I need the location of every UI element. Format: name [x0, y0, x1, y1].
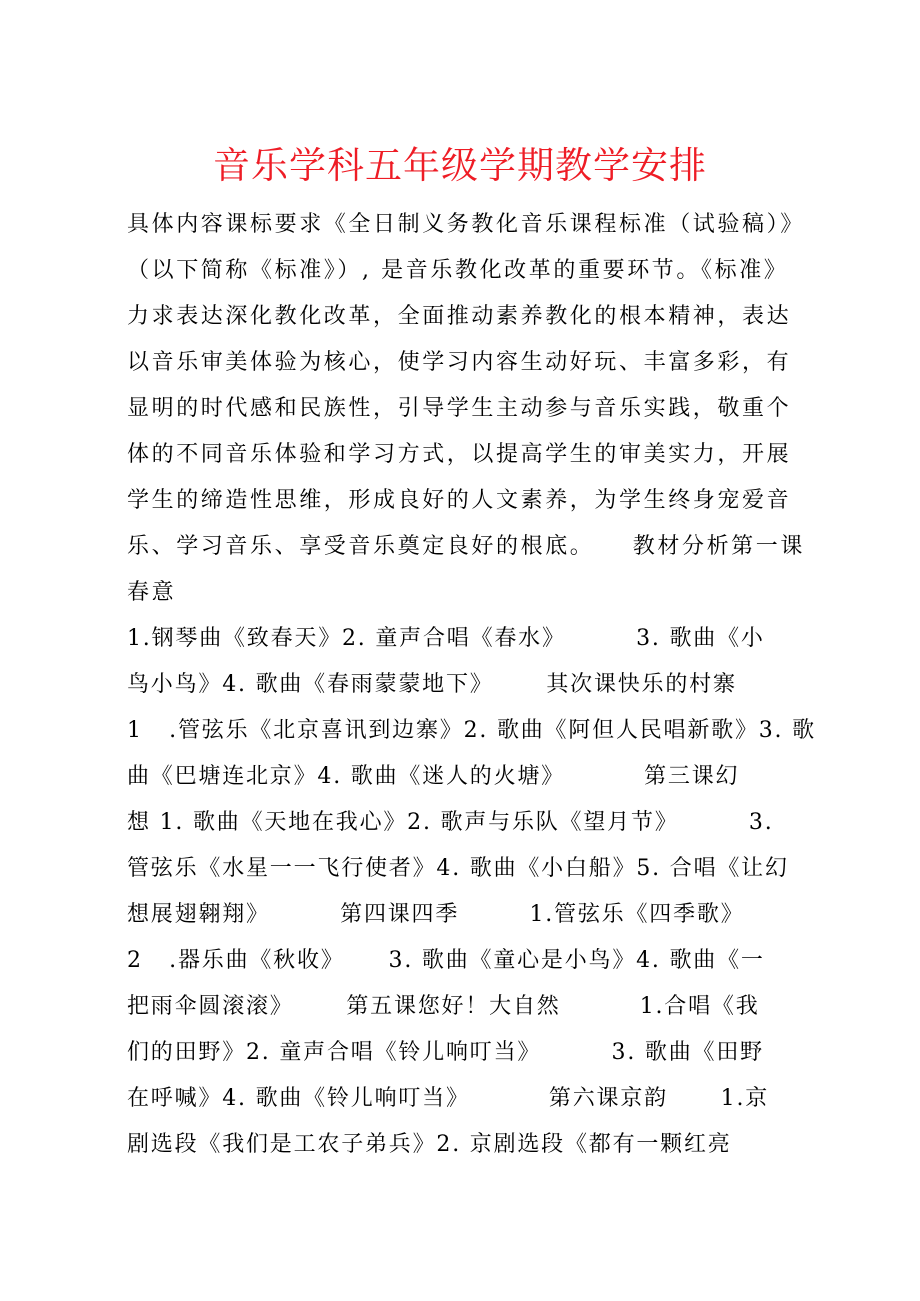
body-line: 曲《巴塘连北京》4. 歌曲《迷人的火塘》 第三课幻 — [127, 764, 740, 789]
body-line: 2 .器乐曲《秋收》 3. 歌曲《童心是小鸟》4. 歌曲《一 — [127, 948, 765, 973]
body-line: 管弦乐《水星一一飞行使者》4. 歌曲《小白船》5. 合唱《让幻 — [127, 856, 789, 881]
body-line: 显明的时代感和民族性，引导学生主动参与音乐实践，敬重个 — [127, 396, 792, 421]
document-title: 音乐学科五年级学期教学安排 — [213, 144, 707, 187]
body-line: 想展翅翱翔》 第四课四季 1.管弦乐《四季歌》 — [127, 902, 745, 927]
body-line: 春意 — [127, 580, 177, 605]
body-line: 剧选段《我们是工农子弟兵》2. 京剧选段《都有一颗红亮 — [127, 1132, 732, 1157]
body-line: 们的田野》2. 童声合唱《铃儿响叮当》 3. 歌曲《田野 — [127, 1040, 764, 1065]
body-line: （以下简称《标准》）, 是音乐教化改革的重要环节。《标准》 — [127, 258, 789, 283]
body-line: 1.钢琴曲《致春天》2. 童声合唱《春水》 3. 歌曲《小 — [127, 626, 765, 651]
body-line: 以音乐审美体验为核心，使学习内容生动好玩、丰富多彩，有 — [127, 350, 792, 375]
body-line: 学生的缔造性思维，形成良好的人文素养，为学生终身宠爱音 — [127, 488, 792, 513]
body-line: 乐、学习音乐、享受音乐奠定良好的根底。 教材分析第一课 — [127, 534, 805, 559]
body-line: 具体内容课标要求《全日制义务教化音乐课程标准（试验稿）》 — [127, 212, 805, 237]
body-line: 体的不同音乐体验和学习方式，以提高学生的审美实力，开展 — [127, 442, 792, 467]
body-line: 把雨伞圆滚滚》 第五课您好！大自然 1.合唱《我 — [127, 994, 760, 1019]
body-line: 想 1. 歌曲《天地在我心》2. 歌声与乐队《望月节》 3. — [127, 810, 774, 835]
body-line: 在呼喊》4. 歌曲《铃儿响叮当》 第六课京韵 1.京 — [127, 1086, 770, 1111]
body-line: 力求表达深化教化改革，全面推动素养教化的根本精神，表达 — [127, 304, 792, 329]
body-line: 鸟小鸟》4. 歌曲《春雨蒙蒙地下》 其次课快乐的村寨 — [127, 672, 737, 697]
body-line: 1 .管弦乐《北京喜讯到边寨》2. 歌曲《阿但人民唱新歌》3. 歌 — [127, 718, 816, 743]
